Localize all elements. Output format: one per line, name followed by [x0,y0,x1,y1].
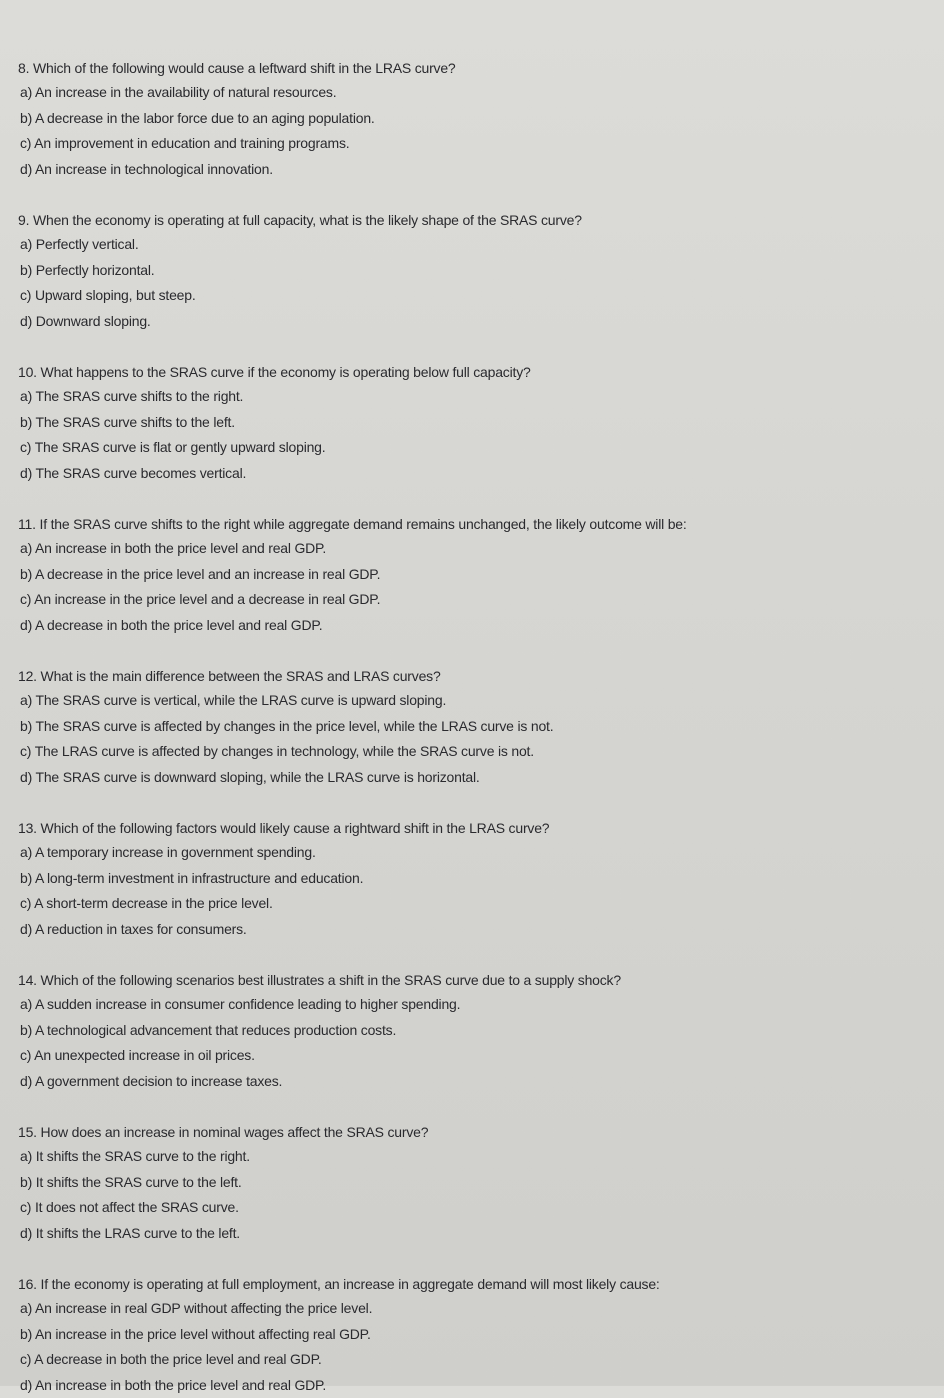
answer-option: b) A technological advancement that reduces production costs. [20,1018,944,1044]
question-block [18,816,944,942]
question-block [18,968,944,1094]
answer-option: d) Downward sloping. [20,309,944,335]
question-block [18,56,944,182]
answer-option: c) A short-term decrease in the price level. [20,891,944,917]
question-text: 11. If the SRAS curve shifts to the right while aggregate demand remains unchanged, the likely outcome will be: [18,512,944,536]
question-text: 15. How does an increase in nominal wages affect the SRAS curve? [18,1120,944,1144]
answer-option: c) The SRAS curve is flat or gently upward sloping. [20,435,944,461]
answer-option: d) A reduction in taxes for consumers. [20,917,944,943]
question-text: 12. What is the main difference between the SRAS and LRAS curves? [18,664,944,688]
question-text: 8. Which of the following would cause a leftward shift in the LRAS curve? [18,56,944,80]
answer-option: c) An unexpected increase in oil prices. [20,1043,944,1069]
answer-option: a) A temporary increase in government spending. [20,840,944,866]
answer-option: b) An increase in the price level without affecting real GDP. [20,1322,944,1348]
answer-option: a) A sudden increase in consumer confidence leading to higher spending. [20,992,944,1018]
answer-option: c) It does not affect the SRAS curve. [20,1195,944,1221]
question-text: 9. When the economy is operating at full capacity, what is the likely shape of the SRAS curve? [18,208,944,232]
answer-option: d) A government decision to increase taxes. [20,1069,944,1095]
answer-option: c) An improvement in education and training programs. [20,131,944,157]
answer-option: d) The SRAS curve is downward sloping, while the LRAS curve is horizontal. [20,765,944,791]
question-block [18,1120,944,1246]
answer-option: a) The SRAS curve shifts to the right. [20,384,944,410]
question-block [18,360,944,486]
answer-option: a) An increase in real GDP without affecting the price level. [20,1296,944,1322]
answer-option: d) An increase in technological innovation. [20,157,944,183]
answer-option: c) The LRAS curve is affected by changes in technology, while the SRAS curve is not. [20,739,944,765]
answer-option: c) An increase in the price level and a decrease in real GDP. [20,587,944,613]
answer-option: d) A decrease in both the price level and real GDP. [20,613,944,639]
answer-option: a) The SRAS curve is vertical, while the LRAS curve is upward sloping. [20,688,944,714]
answer-option: a) An increase in the availability of natural resources. [20,80,944,106]
answer-option: a) It shifts the SRAS curve to the right. [20,1144,944,1170]
answer-option: c) A decrease in both the price level and real GDP. [20,1347,944,1373]
question-text: 16. If the economy is operating at full employment, an increase in aggregate demand will most likely cause: [18,1272,944,1296]
answer-option: a) An increase in both the price level and real GDP. [20,536,944,562]
question-block [18,664,944,790]
question-block [18,208,944,334]
answer-option: b) The SRAS curve is affected by changes in the price level, while the LRAS curve is not. [20,714,944,740]
answer-option: c) Upward sloping, but steep. [20,283,944,309]
question-text: 10. What happens to the SRAS curve if the economy is operating below full capacity? [18,360,944,384]
answer-option: b) A decrease in the price level and an increase in real GDP. [20,562,944,588]
answer-option: b) It shifts the SRAS curve to the left. [20,1170,944,1196]
question-text: 14. Which of the following scenarios best illustrates a shift in the SRAS curve due to a supply shock? [18,968,944,992]
answer-option: b) A decrease in the labor force due to an aging population. [20,106,944,132]
question-block [18,512,944,638]
question-text: 13. Which of the following factors would likely cause a rightward shift in the LRAS curve? [18,816,944,840]
question-block [18,1272,944,1398]
answer-option: b) A long-term investment in infrastructure and education. [20,866,944,892]
answer-option: d) It shifts the LRAS curve to the left. [20,1221,944,1247]
answer-option: b) The SRAS curve shifts to the left. [20,410,944,436]
answer-option: d) The SRAS curve becomes vertical. [20,461,944,487]
answer-option: a) Perfectly vertical. [20,232,944,258]
answer-option: d) An increase in both the price level and real GDP. [20,1373,944,1398]
answer-option: b) Perfectly horizontal. [20,258,944,284]
